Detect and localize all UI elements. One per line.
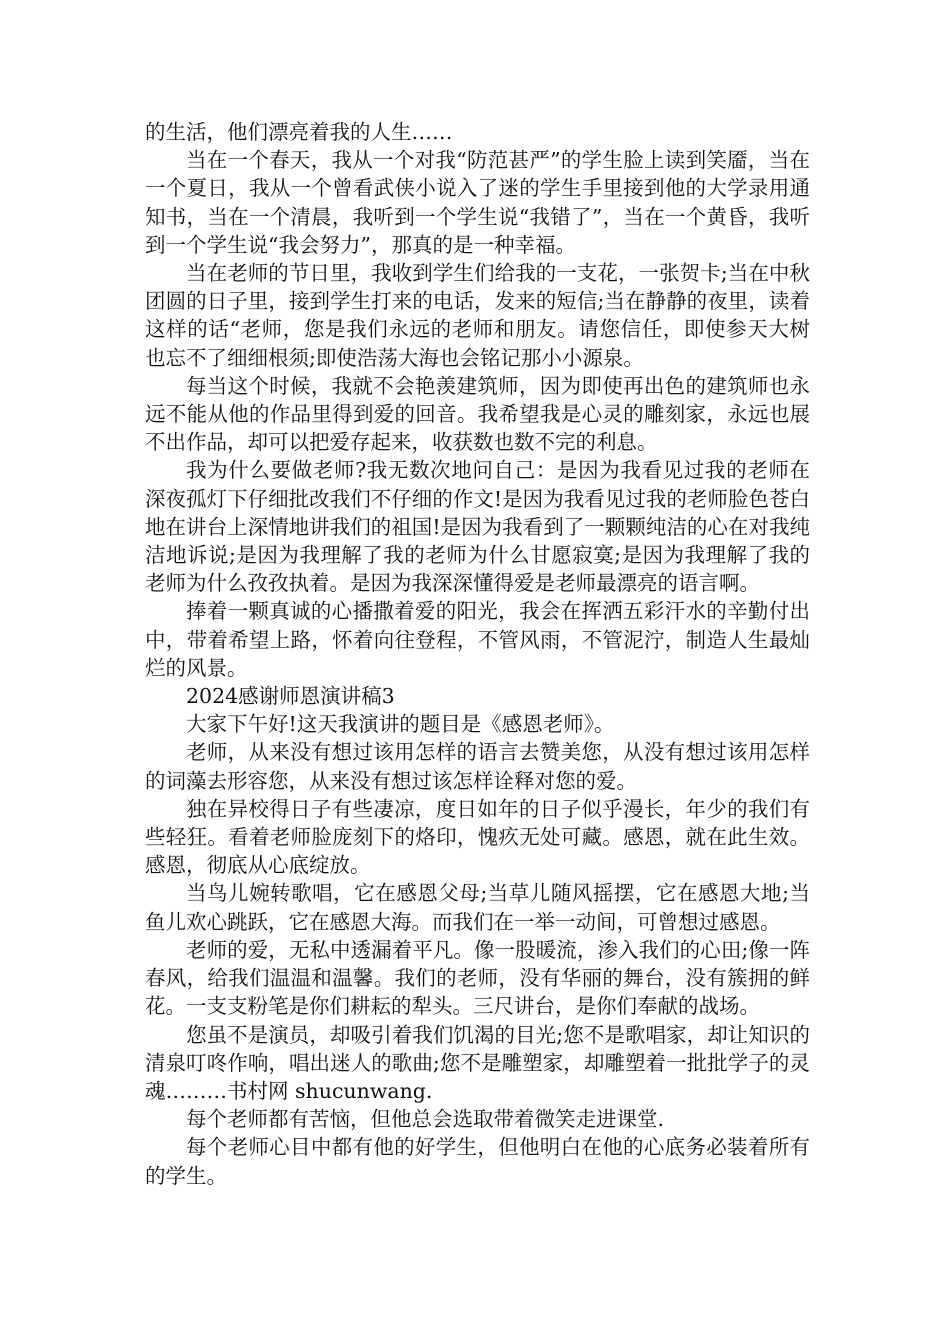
paragraph-11: 老师的爱，无私中透漏着平凡。像一股暖流，渗入我们的心田;像一阵春风，给我们温温和温馨。我们的老师，没有华丽的舞台，没有簇拥的鲜花。一支支粉笔是你们耕耘的犁头。三尺讲台，是你们奉献的战场。 — [145, 937, 810, 1019]
section-heading: 2024感谢师恩演讲稿3 — [186, 684, 395, 709]
paragraph-1: 的生活，他们漂亮着我的人生…… — [145, 120, 453, 144]
paragraph-6: 捧着一颗真诚的心播撒着爱的阳光，我会在挥洒五彩汗水的辛勤付出中，带着希望上路，怀着向往登程，不管风雨，不管泥泞，制造人生最灿烂的风景。 — [145, 599, 810, 680]
paragraph-8: 老师，从来没有想过该用怎样的语言去赞美您，从没有想过该用怎样的词藻去形容您，从来没有想过该怎样诠释对您的爱。 — [145, 740, 810, 793]
paragraph-3: 当在老师的节日里，我收到学生们给我的一支花，一张贺卡;当在中秋团圆的日子里，接到学生打来的电话，发来的短信;当在静静的夜里，读着这样的话“老师，您是我们永远的老师和朋友。请您信任，即使参天大树也忘不了细细根须;即使浩荡大海也会铭记那小小源泉。 — [145, 261, 810, 370]
paragraph-14: 每个老师心目中都有他的好学生，但他明白在他的心底务必装着所有的学生。 — [145, 1135, 810, 1188]
paragraph-7: 大家下午好!这天我演讲的题目是《感恩老师》。 — [186, 712, 615, 737]
document-body — [145, 118, 810, 1190]
paragraph-2: 当在一个春天，我从一个对我“防范甚严”的学生脸上读到笑靥，当在一个夏日，我从一个曾看武侠小说入了迷的学生手里接到他的大学录用通知书，当在一个清晨，我听到一个学生说“我错了”，当在一个黄昏，我听到一个学生说“我会努力”，那真的是一种幸福。 — [145, 148, 810, 257]
paragraph-12: 您虽不是演员，却吸引着我们饥渴的目光;您不是歌唱家，却让知识的清泉叮咚作响，唱出迷人的歌曲;您不是雕塑家，却雕塑着一批批学子的灵魂………书村网 shucunwang. — [145, 1022, 810, 1103]
paragraph-13: 每个老师都有苦恼，但他总会选取带着微笑走进课堂. — [186, 1107, 665, 1132]
paragraph-10: 当鸟儿婉转歌唱，它在感恩父母;当草儿随风摇摆，它在感恩大地;当鱼儿欢心跳跃，它在感恩大海。而我们在一举一动间，可曾想过感恩。 — [145, 881, 810, 934]
paragraph-9: 独在异校得日子有些凄凉，度日如年的日子似乎漫长，年少的我们有些轻狂。看着老师脸庞刻下的烙印，愧疚无处可藏。感恩，就在此生效。感恩，彻底从心底绽放。 — [145, 796, 810, 878]
paragraph-5: 我为什么要做老师?我无数次地问自己：是因为我看见过我的老师在深夜孤灯下仔细批改我们不仔细的作文!是因为我看见过我的老师脸色苍白地在讲台上深情地讲我们的祖国!是因为我看到了一颗颗纯洁的心在对我纯洁地诉说;是因为我理解了我的老师为什么甘愿寂寞;是因为我理解了我的老师为什么孜孜执着。是因为我深深懂得爱是老师最漂亮的语言啊。 — [145, 458, 810, 596]
paragraph-4: 每当这个时候，我就不会艳羡建筑师，因为即使再出色的建筑师也永远不能从他的作品里得到爱的回音。我希望我是心灵的雕刻家，永远也展不出作品，却可以把爱存起来，收获数也数不完的利息。 — [145, 373, 810, 455]
